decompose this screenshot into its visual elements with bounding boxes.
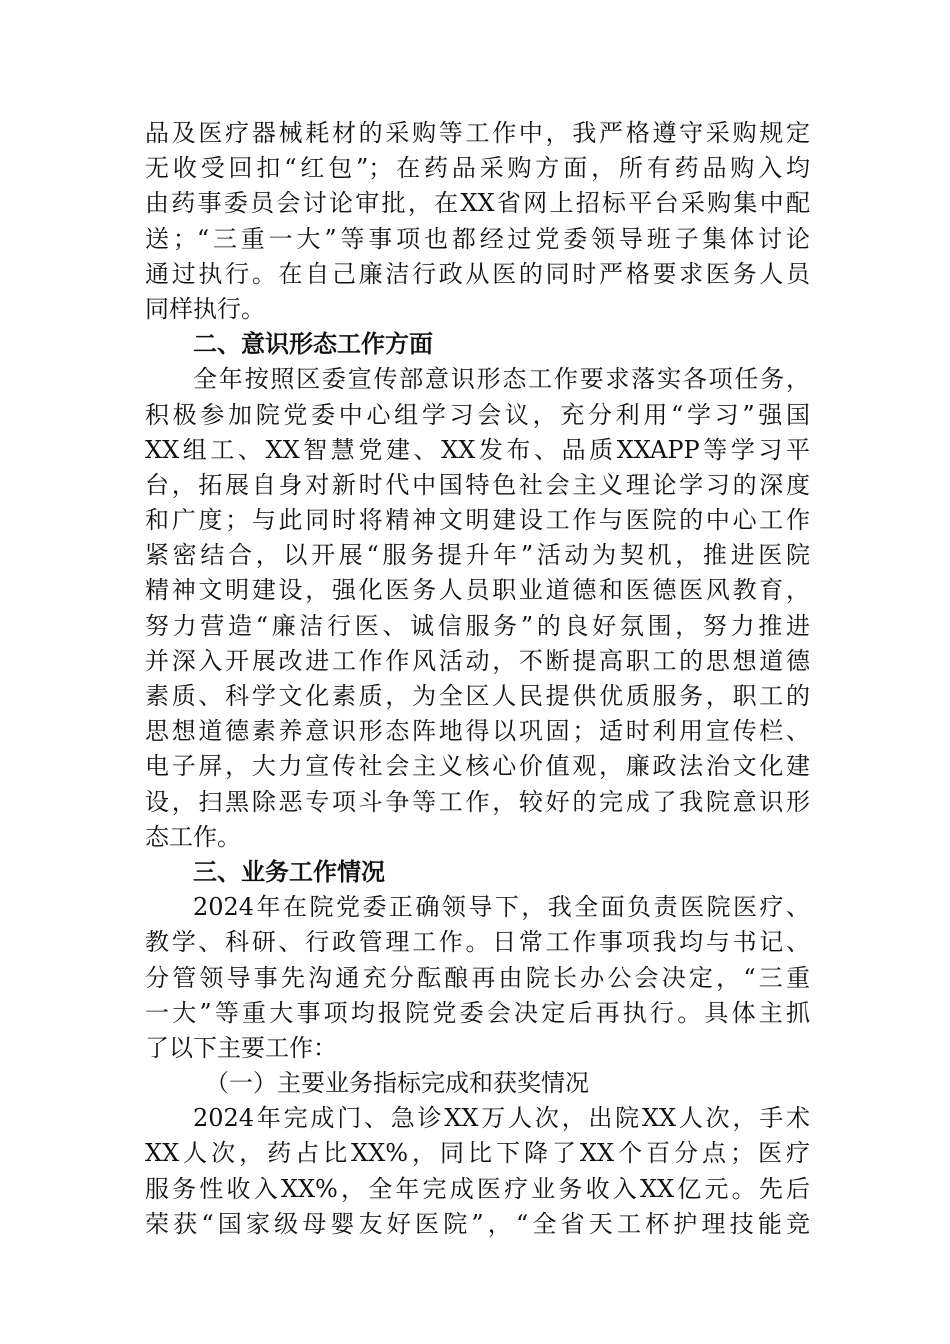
text-line: 素质、科学文化素质，为全区人民提供优质服务，职工的 bbox=[145, 682, 810, 710]
text-line: 荣获“国家级母婴友好医院”，“全省天工杯护理技能竞 bbox=[145, 1209, 810, 1238]
text-line: 和广度；与此同时将精神文明建设工作与医院的中心工作 bbox=[145, 506, 810, 535]
text-line: 一大”等重大事项均报院党委会决定后再执行。具体主抓 bbox=[145, 998, 810, 1027]
text-line: 态工作。 bbox=[145, 822, 241, 851]
text-line: 全年按照区委宣传部意识形态工作要求落实各项任务， bbox=[193, 365, 810, 394]
text-line: 电子屏，大力宣传社会主义核心价值观，廉政法治文化建 bbox=[145, 752, 810, 781]
text-line: XX组工、XX智慧党建、XX发布、品质XXAPP等学习平 bbox=[145, 435, 810, 464]
paragraph-indicators bbox=[145, 1101, 810, 1242]
text-line: XX人次，药占比XX%，同比下降了XX个百分点；医疗 bbox=[145, 1139, 810, 1168]
paragraph-procurement bbox=[145, 116, 810, 327]
document-page bbox=[145, 116, 810, 1242]
text-line: 积极参加院党委中心组学习会议，充分利用“学习”强国 bbox=[145, 400, 810, 429]
text-line: 由药事委员会讨论审批，在XX省网上招标平台采购集中配 bbox=[145, 189, 810, 218]
text-line: 设，扫黑除恶专项斗争等工作，较好的完成了我院意识形 bbox=[145, 787, 810, 816]
text-line: 台，拓展自身对新时代中国特色社会主义理论学习的深度 bbox=[145, 470, 810, 499]
text-line: 并深入开展改进工作作风活动，不断提高职工的思想道德 bbox=[145, 646, 810, 675]
text-line: 通过执行。在自己廉洁行政从医的同时严格要求医务人员 bbox=[145, 259, 810, 288]
text-line: 服务性收入XX%，全年完成医疗业务收入XX亿元。先后 bbox=[145, 1174, 810, 1203]
text-line: 精神文明建设，强化医务人员职业道德和医德医风教育， bbox=[145, 576, 810, 605]
section-heading-ideology: 二、意识形态工作方面 bbox=[193, 330, 433, 359]
text-line: 同样执行。 bbox=[145, 294, 265, 323]
text-line: 分管领导事先沟通充分酝酿再由院长办公会决定，“三重 bbox=[145, 963, 810, 992]
text-line: 教学、科研、行政管理工作。日常工作事项我均与书记、 bbox=[145, 928, 810, 957]
text-line: 努力营造“廉洁行医、诚信服务”的良好氛围，努力推进 bbox=[145, 611, 810, 640]
text-line: 品及医疗器械耗材的采购等工作中，我严格遵守采购规定 bbox=[145, 119, 810, 147]
text-line: 紧密结合，以开展“服务提升年”活动为契机，推进医院 bbox=[145, 541, 810, 570]
paragraph-ideology bbox=[145, 362, 810, 855]
text-line: 无收受回扣“红包”；在药品采购方面，所有药品购入均 bbox=[145, 154, 810, 183]
text-line: 2024年在院党委正确领导下，我全面负责医院医疗、 bbox=[193, 893, 810, 922]
subsection-heading-indicators: （一）主要业务指标完成和获奖情况 bbox=[205, 1069, 589, 1098]
section-heading-business: 三、业务工作情况 bbox=[193, 857, 385, 886]
text-line: 思想道德素养意识形态阵地得以巩固；适时利用宣传栏、 bbox=[145, 717, 810, 746]
paragraph-business bbox=[145, 890, 810, 1066]
text-line: 了以下主要工作： bbox=[145, 1033, 337, 1062]
text-line: 2024年完成门、急诊XX万人次，出院XX人次，手术 bbox=[193, 1104, 810, 1133]
text-line: 送；“三重一大”等事项也都经过党委领导班子集体讨论 bbox=[145, 224, 810, 253]
